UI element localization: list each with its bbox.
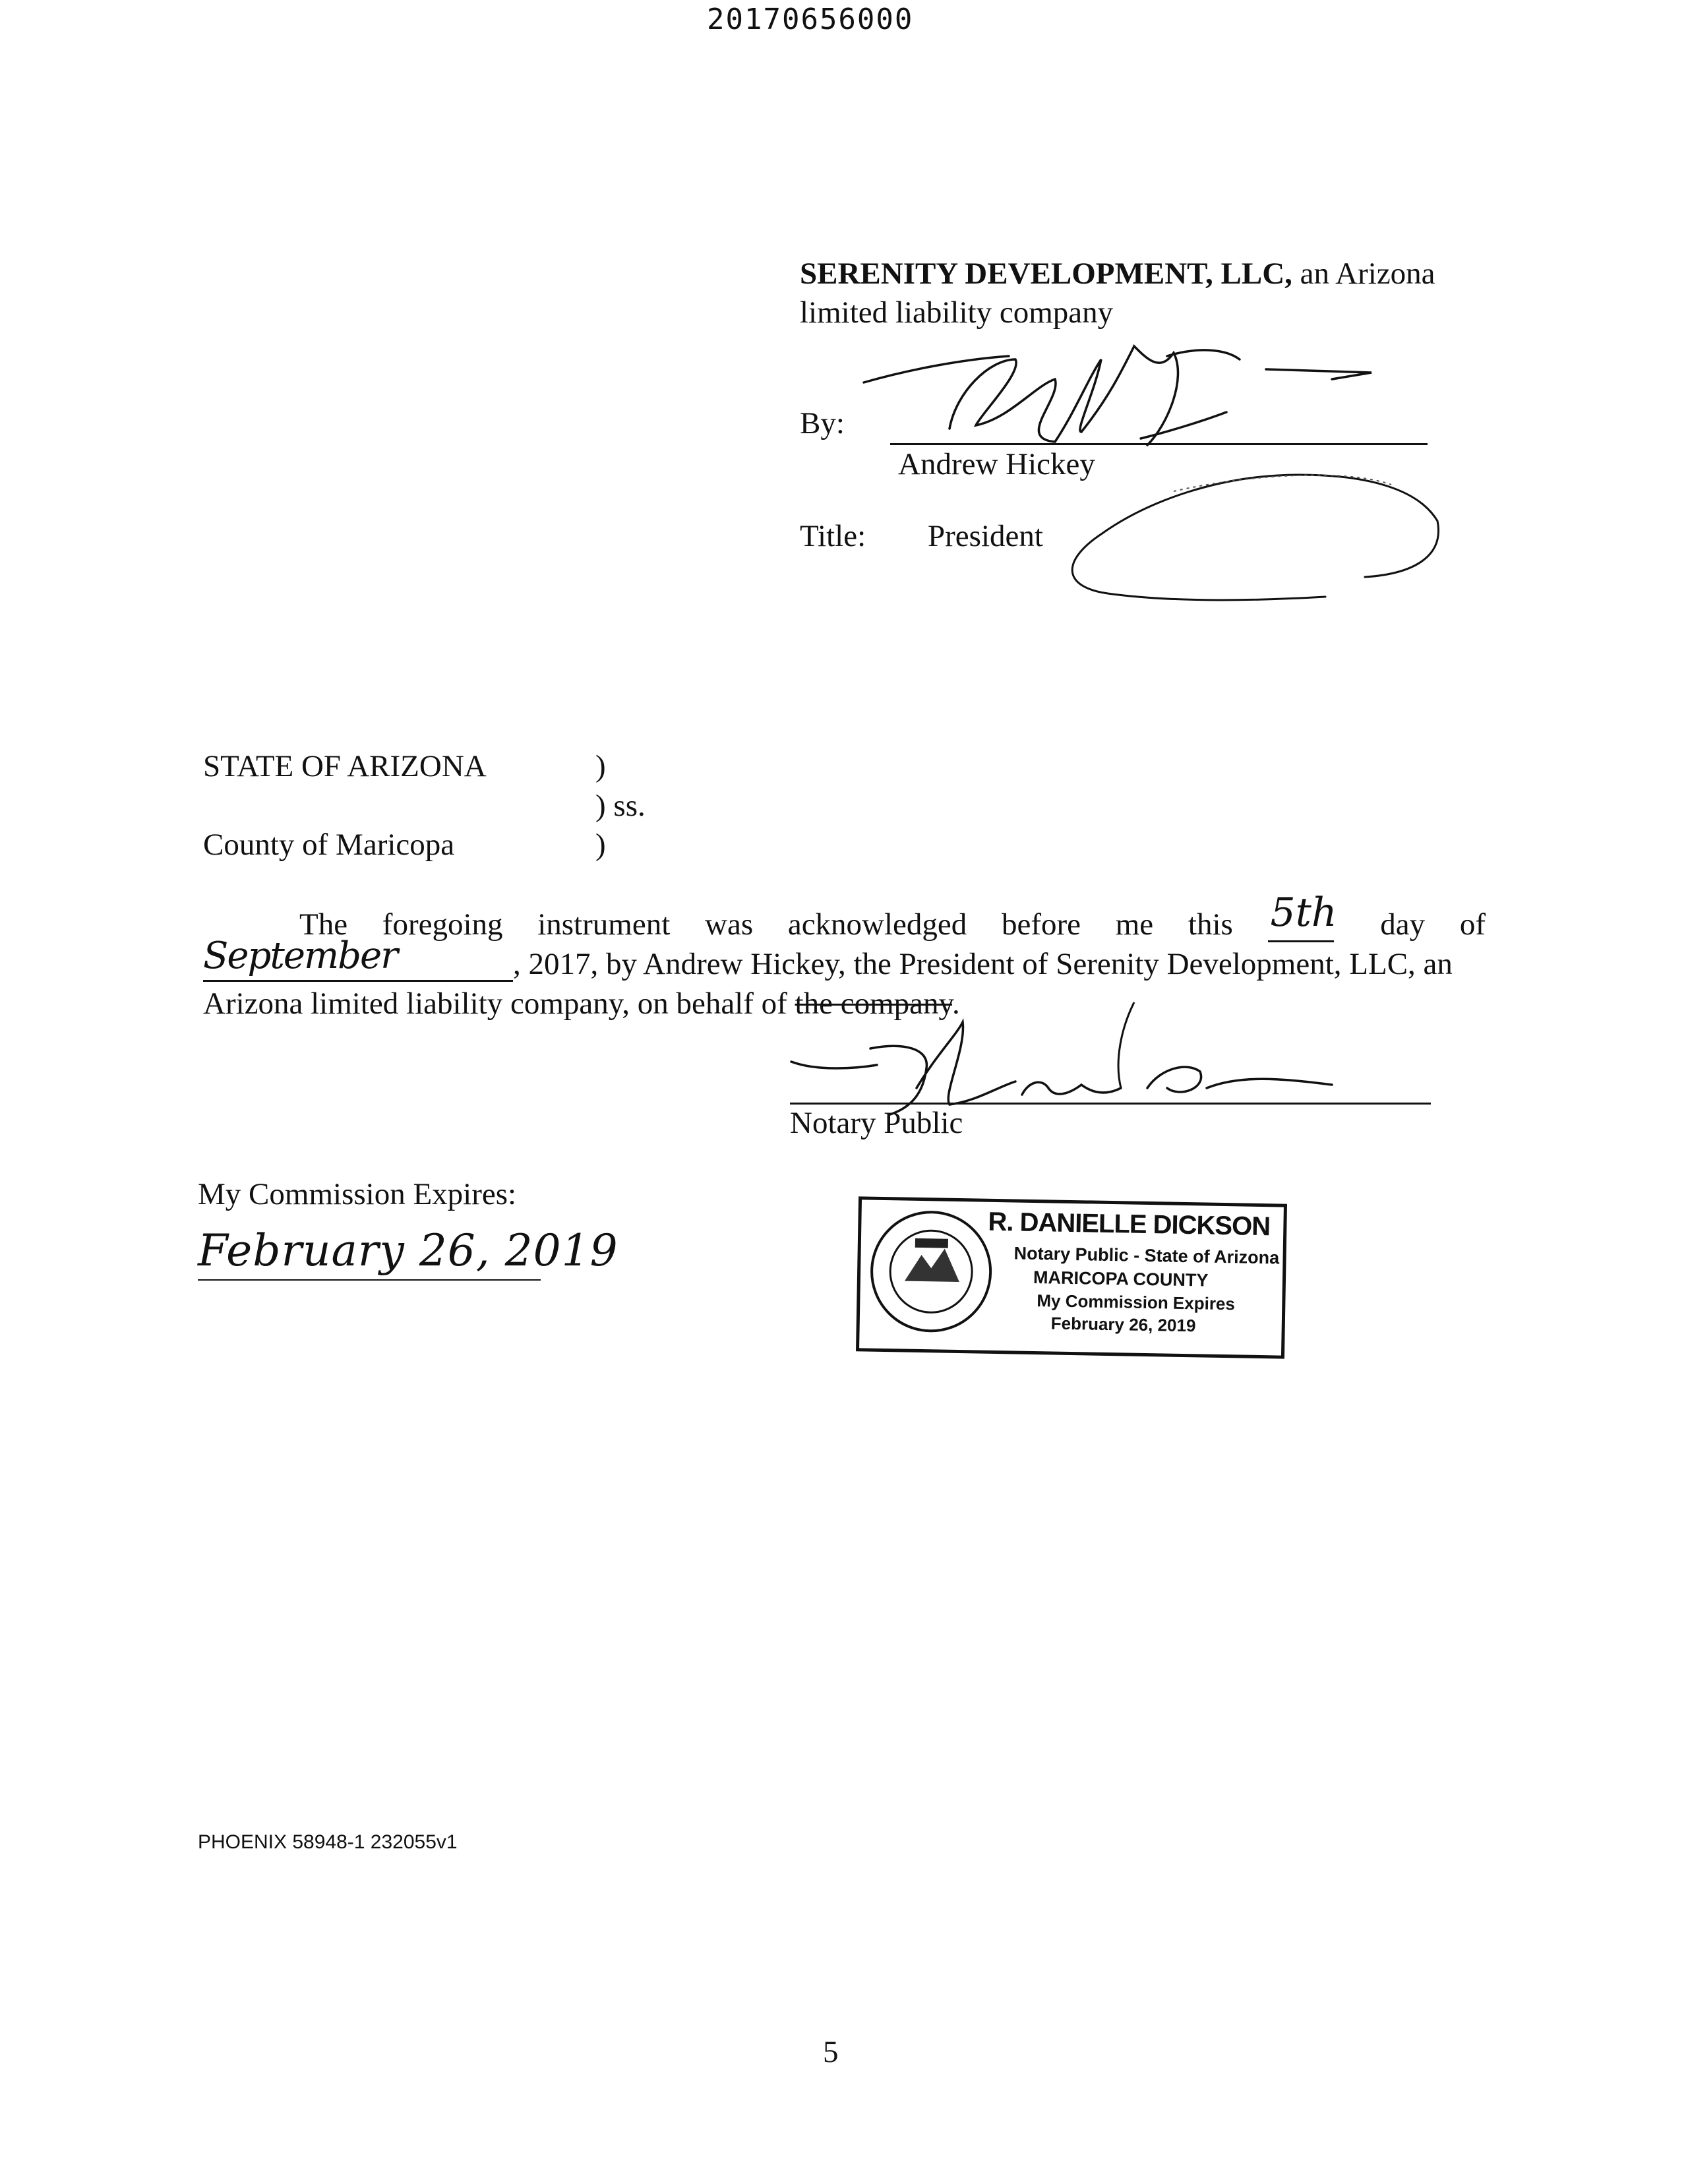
stamp-county: MARICOPA COUNTY [1033,1267,1209,1290]
company-line-2: limited liability company [800,295,1114,330]
day-blank [1268,890,1346,943]
signature-loop [1048,462,1457,613]
ack-word-1: The [299,907,348,942]
venue-county: County of Maricopa [203,828,455,862]
stamp-line-4: My Commission Expires [1037,1290,1236,1314]
venue-paren-3: ) [595,828,606,862]
acknowledgment-line-2 [203,934,1453,983]
document-id: PHOENIX 58948-1 232055v1 [198,1831,458,1853]
month-blank [203,934,513,983]
by-label: By: [800,406,845,440]
ack-word-8: this [1188,907,1233,942]
month-underline [203,980,513,982]
company-name: SERENITY DEVELOPMENT, LLC, [800,257,1292,291]
ack-word-7: me [1115,907,1154,942]
ack-word-6: before [1002,907,1081,942]
ack-of-word: of [1459,907,1486,942]
day-underline [1268,940,1334,942]
notary-public-label: Notary Public [790,1106,963,1140]
commission-date-underline [198,1279,541,1281]
day-handwritten: 5th [1270,890,1337,936]
commission-date-handwritten: February 26, 2019 [198,1225,618,1276]
ack-word-2: foregoing [382,907,503,942]
ack-line-2-rest: , 2017, by Andrew Hickey, the President of Serenity Development, LLC, an [513,947,1453,981]
stamp-expiration: February 26, 2019 [1050,1313,1196,1336]
ack-day-word: day [1380,907,1426,942]
title-value: President [928,519,1043,553]
venue-state: STATE OF ARIZONA [203,749,487,783]
title-label: Title: [800,519,866,553]
state-seal-icon [867,1208,994,1335]
notary-stamp [856,1196,1287,1358]
company-line-1 [800,255,1435,292]
ack-word-5: acknowledged [787,907,967,942]
ack-line-3-after: . [951,986,960,1021]
ack-word-3: instrument [537,907,671,942]
stamp-name: R. DANIELLE DICKSON [988,1207,1271,1242]
company-line-1-rest: an Arizona [1292,257,1435,291]
ack-word-4: was [705,907,754,942]
ack-struck-text: the company [795,986,952,1021]
venue-paren-1: ) [595,749,606,783]
venue-ss: ) ss. [595,789,646,823]
month-handwritten: September [203,934,397,977]
ack-line-3-before: Arizona limited liability company, on behalf of [203,986,795,1021]
recording-number: 20170656000 [707,3,914,36]
page-number: 5 [823,2035,839,2069]
signer-name: Andrew Hickey [898,447,1095,481]
commission-label: My Commission Expires: [198,1177,517,1211]
stamp-line-2: Notary Public - State of Arizona [1013,1243,1280,1268]
